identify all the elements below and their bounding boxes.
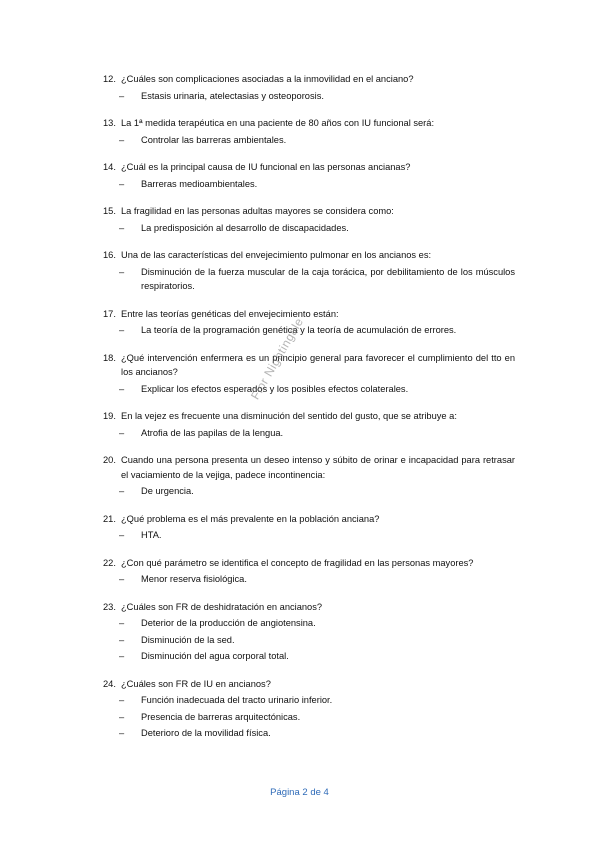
answer-item xyxy=(103,693,515,708)
question-item xyxy=(103,116,515,147)
question-text: La 1ª medida terapéutica en una paciente de 80 años con IU funcional será: xyxy=(121,118,435,128)
dash-bullet-icon: – xyxy=(119,695,125,705)
dash-bullet-icon: – xyxy=(119,178,125,189)
dash-bullet-icon: – xyxy=(119,728,125,738)
question-line xyxy=(103,600,515,615)
dash-bullet-icon: – xyxy=(119,711,125,722)
dash-bullet-icon: – xyxy=(119,90,125,101)
question-line xyxy=(103,677,515,692)
answer-item xyxy=(103,649,515,664)
answer-text: Disminución de la fuerza muscular de la caja torácica, por debilitamiento de los músculos respiratorios. xyxy=(141,266,515,291)
dash-bullet-icon: – xyxy=(119,134,125,145)
answer-item xyxy=(103,710,515,725)
dash-bullet-icon: – xyxy=(119,574,125,584)
answer-item xyxy=(103,382,515,397)
question-number: 14. xyxy=(103,162,116,172)
dash-bullet-icon: – xyxy=(119,427,125,438)
question-item xyxy=(103,600,515,664)
answer-text: Menor reserva fisiológica. xyxy=(141,574,247,584)
dash-bullet-icon: – xyxy=(119,634,125,645)
question-line xyxy=(103,116,515,131)
question-item xyxy=(103,307,515,338)
question-line xyxy=(103,72,515,87)
question-number: 22. xyxy=(103,557,116,568)
question-line xyxy=(103,351,515,380)
question-number: 23. xyxy=(103,601,116,612)
question-item xyxy=(103,677,515,741)
answer-text: Atrofia de las papilas de la lengua. xyxy=(141,427,284,438)
answer-item xyxy=(103,323,515,338)
answer-text: De urgencia. xyxy=(141,486,194,496)
answer-item xyxy=(103,484,515,499)
question-number: 17. xyxy=(103,308,116,319)
answer-text: Disminución de la sed. xyxy=(141,634,235,645)
dash-bullet-icon: – xyxy=(119,266,125,277)
question-line xyxy=(103,556,515,571)
dash-bullet-icon: – xyxy=(119,618,125,628)
dash-bullet-icon: – xyxy=(119,222,125,233)
question-item xyxy=(103,248,515,294)
question-text: ¿Cuáles son complicaciones asociadas a la inmovilidad en el anciano? xyxy=(121,74,414,84)
question-text: ¿Con qué parámetro se identifica el concepto de fragilidad en las personas mayores? xyxy=(121,557,474,568)
answer-item xyxy=(103,265,515,294)
question-item xyxy=(103,351,515,397)
answer-text: La teoría de la programación genética y la teoría de acumulación de errores. xyxy=(141,325,457,335)
answer-text: La predisposición al desarrollo de discapacidades. xyxy=(141,222,349,233)
question-item xyxy=(103,409,515,440)
dash-bullet-icon: – xyxy=(119,383,125,394)
answer-item xyxy=(103,426,515,441)
answer-text: Deterioro de la movilidad física. xyxy=(141,728,271,738)
question-line xyxy=(103,512,515,527)
answer-item xyxy=(103,221,515,236)
answer-item xyxy=(103,528,515,543)
question-text: Entre las teorías genéticas del envejecimiento están: xyxy=(121,308,339,319)
question-line xyxy=(103,307,515,322)
question-line xyxy=(103,204,515,219)
question-text: La fragilidad en las personas adultas mayores se considera como: xyxy=(121,206,394,216)
answer-text: Disminución del agua corporal total. xyxy=(141,651,289,661)
answer-text: Función inadecuada del tracto urinario inferior. xyxy=(141,695,333,705)
question-text: ¿Qué intervención enfermera es un principio general para favorecer el cumplimiento del tto en los ancianos? xyxy=(121,352,515,377)
question-number: 13. xyxy=(103,118,116,128)
answer-item xyxy=(103,89,515,104)
question-number: 16. xyxy=(103,250,116,260)
answer-item xyxy=(103,572,515,587)
answer-item xyxy=(103,633,515,648)
question-item xyxy=(103,72,515,103)
question-text: En la vejez es frecuente una disminución del sentido del gusto, que se atribuye a: xyxy=(121,411,457,421)
question-item xyxy=(103,512,515,543)
dash-bullet-icon: – xyxy=(119,486,125,496)
answer-text: Explicar los efectos esperados y los posibles efectos colaterales. xyxy=(141,383,409,394)
question-text: Una de las características del envejecimiento pulmonar en los ancianos es: xyxy=(121,250,432,260)
question-text: ¿Qué problema es el más prevalente en la población anciana? xyxy=(121,513,380,524)
answer-item xyxy=(103,726,515,741)
question-list xyxy=(103,72,515,754)
dash-bullet-icon: – xyxy=(119,530,125,540)
question-line xyxy=(103,160,515,175)
question-text: ¿Cuál es la principal causa de IU funcional en las personas ancianas? xyxy=(121,162,411,172)
question-number: 19. xyxy=(103,411,116,421)
answer-item xyxy=(103,133,515,148)
question-item xyxy=(103,160,515,191)
page-footer: Página 2 de 4 xyxy=(270,787,329,798)
question-line xyxy=(103,453,515,482)
question-number: 21. xyxy=(103,513,116,524)
question-item xyxy=(103,556,515,587)
question-line xyxy=(103,409,515,424)
answer-text: Barreras medioambientales. xyxy=(141,178,258,189)
dash-bullet-icon: – xyxy=(119,325,125,335)
question-text: ¿Cuáles son FR de IU en ancianos? xyxy=(121,678,271,689)
question-item xyxy=(103,453,515,499)
answer-text: Controlar las barreras ambientales. xyxy=(141,134,287,145)
answer-text: Deterior de la producción de angiotensina. xyxy=(141,618,316,628)
answer-item xyxy=(103,616,515,631)
question-number: 15. xyxy=(103,206,116,216)
answer-item xyxy=(103,177,515,192)
question-number: 20. xyxy=(103,455,116,465)
answer-text: Presencia de barreras arquitectónicas. xyxy=(141,711,301,722)
question-text: ¿Cuáles son FR de deshidratación en ancianos? xyxy=(121,601,323,612)
question-number: 24. xyxy=(103,678,116,689)
question-number: 12. xyxy=(103,74,116,84)
question-text: Cuando una persona presenta un deseo intenso y súbito de orinar e incapacidad para retrasar el vaciamiento de la vejiga, padece incontinencia: xyxy=(121,455,515,480)
question-number: 18. xyxy=(103,352,116,363)
answer-text: Estasis urinaria, atelectasias y osteoporosis. xyxy=(141,90,324,101)
question-item xyxy=(103,204,515,235)
watermark: Flor Nightingale xyxy=(248,315,307,402)
answer-text: HTA. xyxy=(141,530,162,540)
question-line xyxy=(103,248,515,263)
dash-bullet-icon: – xyxy=(119,651,125,661)
